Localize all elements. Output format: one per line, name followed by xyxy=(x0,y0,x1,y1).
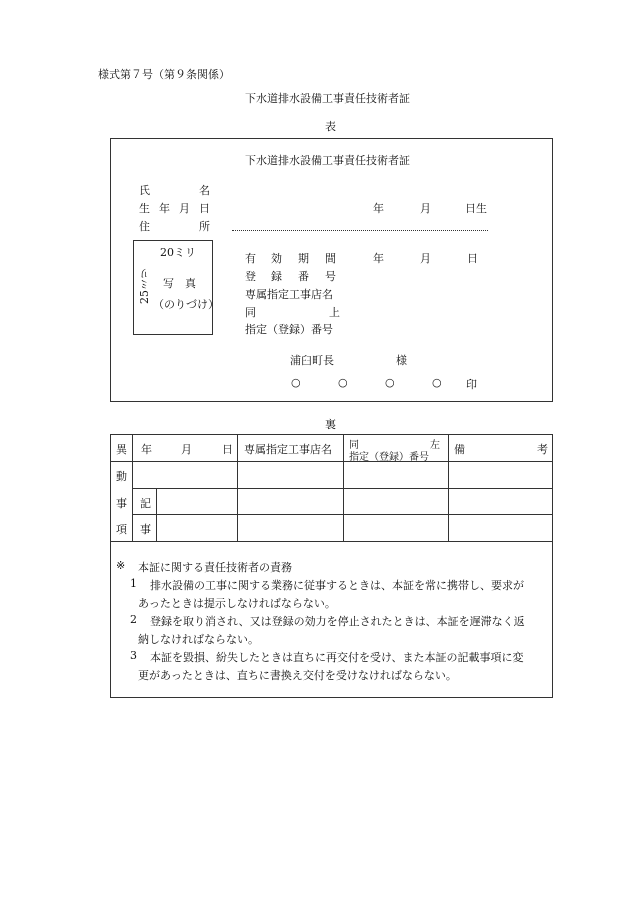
company-column-header: 専属指定工事店名 xyxy=(244,443,332,456)
note-line: 更があったときは、直ちに書換え交付を受けなければならない。 xyxy=(138,669,457,682)
photo-paste-label: （のりづけ） xyxy=(153,298,219,311)
note-number: 1 xyxy=(130,577,137,590)
photo-width-label: 20ミリ xyxy=(160,246,196,259)
front-side-label: 表 xyxy=(325,120,336,133)
circle-mark: ○ xyxy=(385,376,395,389)
seal-mark: 印 xyxy=(466,378,477,391)
note-line: 排水設備の工事に関する業務に従事するときは、本証を常に携帯し、要求が xyxy=(150,579,524,592)
dob-month: 月 xyxy=(420,202,431,215)
valid-month: 月 xyxy=(420,252,431,265)
note-line: 本証を毀損、紛失したときは直ちに再交付を受け、また本証の記載事項に変 xyxy=(150,651,524,664)
notes-mark: ※ xyxy=(116,559,126,572)
photo-height-label: 25ミリ xyxy=(138,268,151,304)
back-side-label: 裏 xyxy=(325,418,336,431)
issuer-honorific: 様 xyxy=(396,354,407,367)
dob-day: 日生 xyxy=(465,202,487,215)
note-line: 登録を取り消され、又は登録の効力を停止されたときは、本証を遅滞なく返 xyxy=(150,615,525,628)
address-dotted-line xyxy=(232,230,488,231)
company-name-label: 専属指定工事店名 xyxy=(245,288,333,301)
notes-title: 本証に関する責任技術者の責務 xyxy=(138,561,292,574)
document-title: 下水道排水設備工事責任技術者証 xyxy=(245,92,410,105)
circle-mark: ○ xyxy=(338,376,348,389)
designation-number-label: 指定（登録）番号 xyxy=(245,323,333,336)
circle-mark: ○ xyxy=(291,376,301,389)
note-number: 2 xyxy=(130,613,137,626)
circle-mark: ○ xyxy=(432,376,442,389)
note-line: あったときは提示しなければならない。 xyxy=(138,597,336,610)
valid-day: 日 xyxy=(467,252,478,265)
valid-year: 年 xyxy=(373,252,384,265)
form-number: 様式第７号（第９条関係） xyxy=(98,68,230,81)
photo-label: 写 真 xyxy=(163,277,196,290)
note-line: 納しなければならない。 xyxy=(138,633,259,646)
note-number: 3 xyxy=(130,649,137,662)
issuer: 浦臼町長 xyxy=(290,354,334,367)
card-title: 下水道排水設備工事責任技術者証 xyxy=(245,154,410,167)
dob-year: 年 xyxy=(373,202,384,215)
